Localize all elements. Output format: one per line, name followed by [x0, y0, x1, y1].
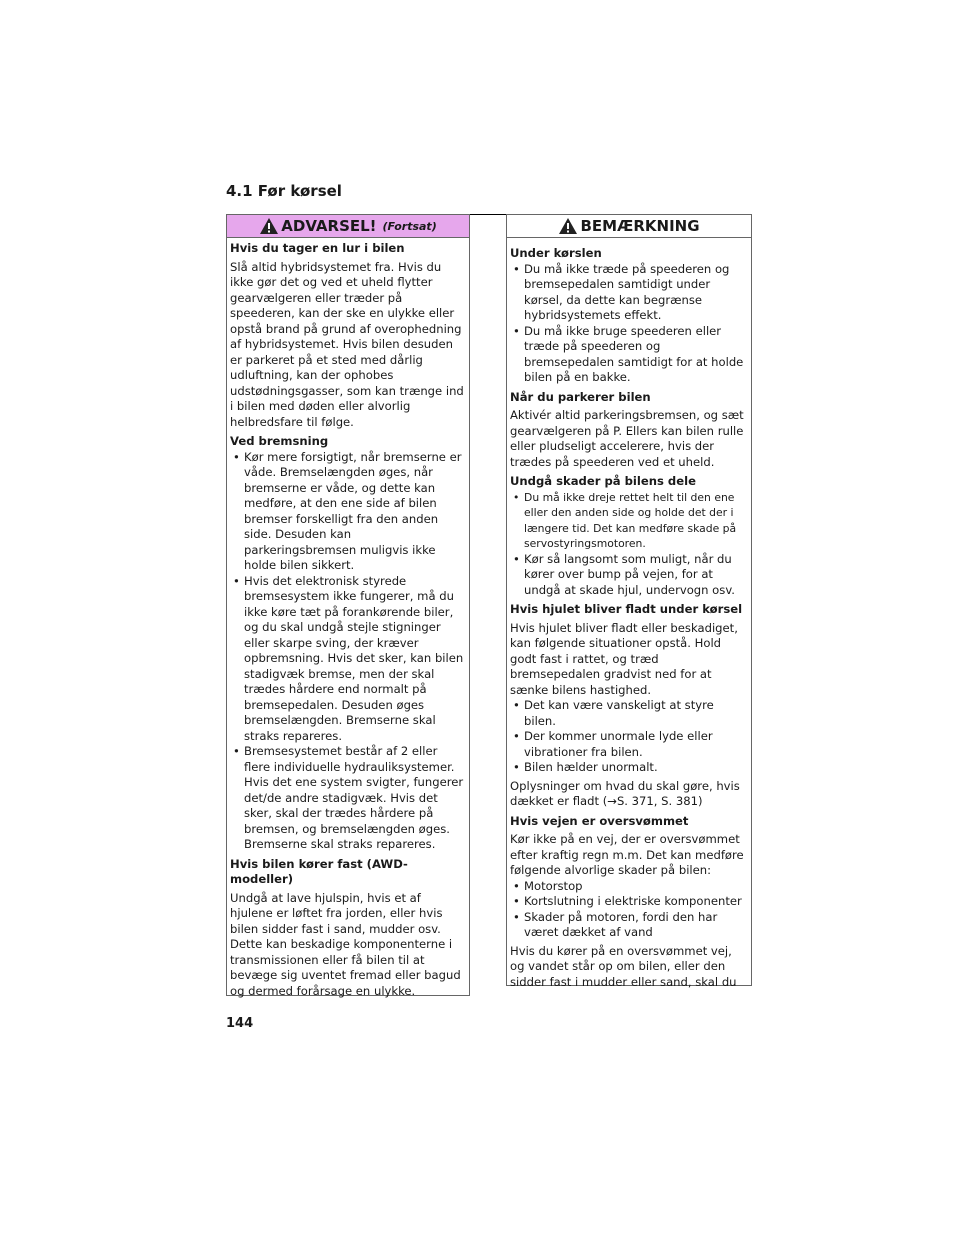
- notice-content: [507, 238, 751, 990]
- warning-triangle-icon: [259, 217, 279, 235]
- subheading: Hvis bilen kører fast (AWD-modeller): [230, 856, 408, 886]
- warning-content: [227, 238, 469, 999]
- bullet-list: [510, 262, 748, 386]
- subheading: Under kørslen: [510, 246, 602, 260]
- subheading: Ved bremsning: [230, 434, 329, 448]
- paragraph: Slå altid hybridsystemet fra. Hvis du ikke gør det og ved et uheld flytter gearvælgeren eller træder på speederen, kan der ske en ulykke eller opstå brand på grund af overophedning af hybridsystemet. Hvis bilen desuden er parkeret på et sted med dårlig udluftning, kan der ophobes udstødningsgasser, som kan trænge ind i bilen med døden eller alvorlig helbredsfare til følge.: [230, 259, 464, 429]
- notice-title: BEMÆRKNING: [580, 217, 700, 235]
- list-item: • Du må ikke bruge speederen eller træde på speederen og bremsepedalen samtidigt for at holde bilen på en bakke.: [510, 324, 748, 386]
- warning-triangle-icon: [558, 217, 578, 235]
- section-title: 4.1 Før kørsel: [226, 182, 342, 200]
- paragraph: Kør ikke på en vej, der er oversvømmet efter kraftig regn m.m. Det kan medføre følgende alvorlige skader på bilen:: [510, 832, 744, 877]
- list-item: • Hvis det elektronisk styrede bremsesystem ikke fungerer, må du ikke køre tæt på forankørende biler, og du skal undgå stejle stigninger eller skarpe sving, der kræver opbremsning. Hvis det sker, kan bilen stadigvæk bremse, men der skal trædes hårdere end normalt på bremsepedalen. Desuden øges bremselængden. Bremserne skal straks repareres.: [230, 574, 466, 745]
- list-item: • Du må ikke træde på speederen og bremsepedalen samtidigt under kørsel, da dette kan begrænse hybridsystemets effekt.: [510, 262, 748, 324]
- list-item: • Der kommer unormale lyde eller vibrationer fra bilen.: [510, 729, 748, 760]
- paragraph: Hvis hjulet bliver fladt eller beskadiget, kan følgende situationer opstå. Hold godt fast i rattet, og træd bremsepedalen gradvist ned for at sænke bilens hastighed.: [510, 620, 738, 697]
- list-item: • Bremsesystemet består af 2 eller flere individuelle hydrauliksystemer. Hvis det ene system svigter, fungerer det/de andre stadigvæk. Hvis det sker, skal der trædes hårdere på bremsen, og bremselængden øges. Bremserne skal straks repareres.: [230, 744, 466, 853]
- list-item: • Kør mere forsigtigt, når bremserne er våde. Bremselængden øges, når bremserne er våde, og dette kan medføre, at den ene side af bilen bremser forskelligt fra den anden side. Desuden kan parkeringsbremsen muligvis ikke holde bilen sikkert.: [230, 450, 466, 574]
- list-item: • Motorstop: [510, 879, 748, 895]
- paragraph: Hvis du kører på en oversvømmet vej, og vandet står op om bilen, eller den sidder fast i mudder eller sand, skal du: [510, 943, 737, 989]
- list-item: • Kortslutning i elektriske komponenter: [510, 894, 748, 910]
- notice-box: [506, 214, 752, 989]
- bullet-list: [510, 698, 748, 776]
- page-number: 144: [226, 1016, 254, 1031]
- bullet-list: [230, 450, 466, 853]
- list-item: • Kør så langsomt som muligt, når du kører over bump på vejen, for at undgå at skade hjul, undervogn osv.: [510, 552, 748, 599]
- list-item: • Det kan være vanskeligt at styre bilen.: [510, 698, 748, 729]
- subheading: Hvis hjulet bliver fladt under kørsel: [510, 602, 743, 616]
- subheading: Undgå skader på bilens dele: [510, 474, 696, 488]
- subheading: Når du parkerer bilen: [510, 389, 651, 404]
- bullet-list: [510, 490, 748, 599]
- section-header: [226, 180, 750, 215]
- list-item: • Bilen hælder unormalt.: [510, 760, 748, 776]
- list-item: • Du må ikke dreje rettet helt til den ene eller den anden side og holde det der i længere tid. Det kan medføre skade på servostyringsmotoren.: [510, 490, 748, 552]
- warning-header: [227, 215, 469, 238]
- paragraph: Aktivér altid parkeringsbremsen, og sæt gearvælgeren på P. Ellers kan bilen rulle eller pludseligt accelerere, hvis der trædes på speederen ved et uheld.: [510, 408, 744, 469]
- subheading: Hvis vejen er oversvømmet: [510, 813, 689, 828]
- warning-subtitle: (Fortsat): [382, 219, 437, 233]
- paragraph: Oplysninger om hvad du skal gøre, hvis dækket er fladt (→S. 371, S. 381): [510, 778, 740, 808]
- bullet-list: [510, 879, 748, 941]
- notice-header: [507, 215, 751, 238]
- warning-box: [226, 214, 470, 996]
- paragraph: Undgå at lave hjulspin, hvis et af hjulene er løftet fra jorden, eller hvis bilen sidder fast i sand, mudder osv. Dette kan beskadige komponenterne i transmissionen eller få bilen til at bevæge sig uventet fremad eller bagud og dermed forårsage en ulykke.: [230, 890, 461, 998]
- warning-title: ADVARSEL!: [281, 217, 377, 235]
- list-item: • Skader på motoren, fordi den har været dækket af vand: [510, 910, 748, 941]
- subheading: Hvis du tager en lur i bilen: [230, 241, 405, 255]
